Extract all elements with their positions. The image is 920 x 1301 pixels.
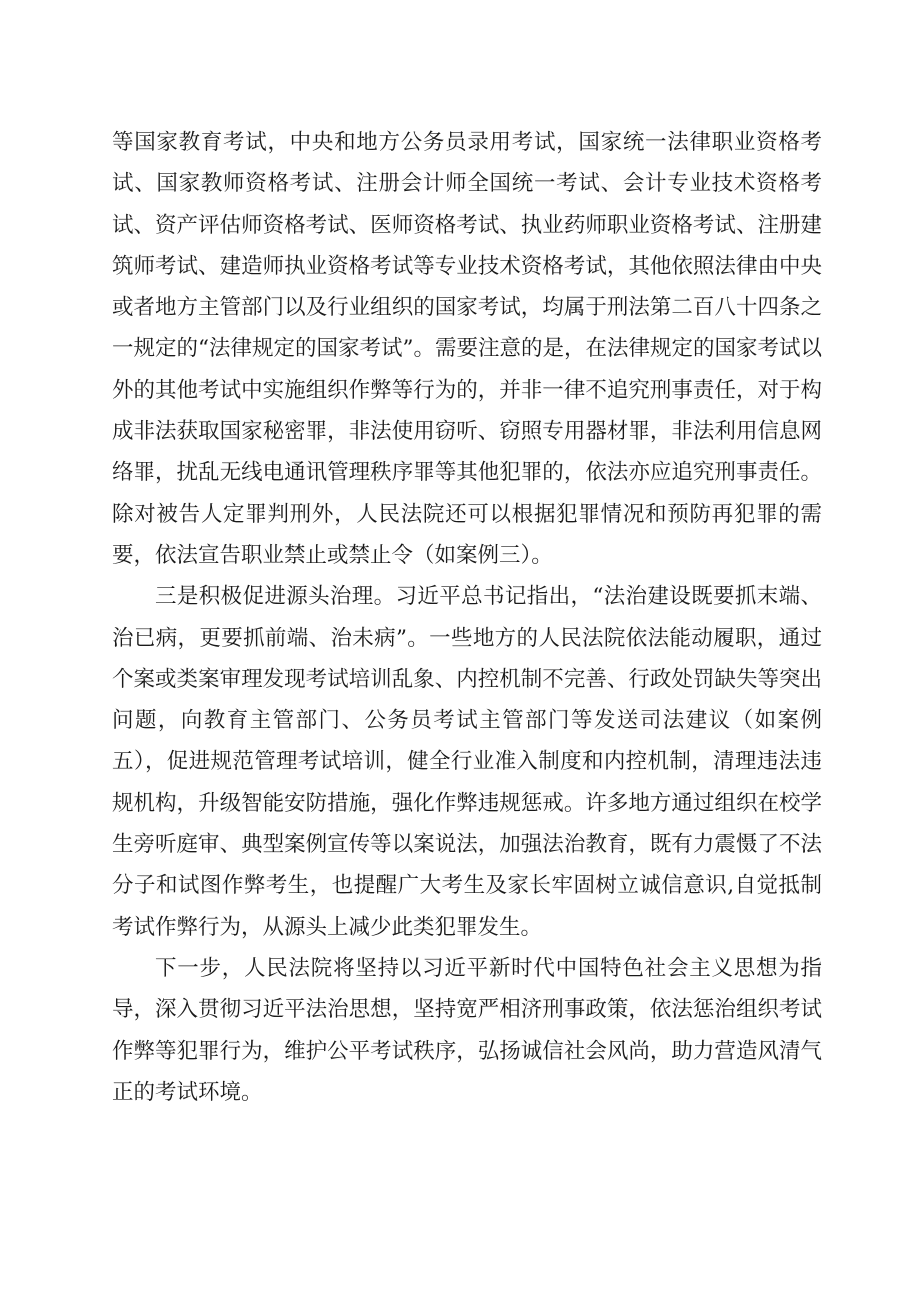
- paragraph-source-governance: 三是积极促进源头治理。习近平总书记指出，“法治建设既要抓末端、治已病，更要抓前端、治未病”。一些地方的人民法院依法能动履职，通过个案或类案审理发现考试培训乱象、内控机制不完善、行政处罚缺失等突出问题，向教育主管部门、公务员考试主管部门等发送司法建议（如案例五），促进规范管理考试培训，健全行业准入制度和内控机制，清理违法违规机构，升级智能安防措施，强化作弊违规惩戒。许多地方通过组织在校学生旁听庭审、典型案例宣传等以案说法，加强法治教育，既有力震慑了不法分子和试图作弊考生，也提醒广大考生及家长牢固树立诚信意识,自觉抵制考试作弊行为，从源头上减少此类犯罪发生。: [112, 584, 822, 940]
- paragraph-next-steps: 下一步，人民法院将坚持以习近平新时代中国特色社会主义思想为指导，深入贯彻习近平法治思想，坚持宽严相济刑事政策，依法惩治组织考试作弊等犯罪行为，维护公平考试秩序，弘扬诚信社会风尚，助力营造风清气正的考试环境。: [112, 955, 822, 1105]
- document-body: [112, 122, 822, 1113]
- paragraph-exam-scope: 等国家教育考试，中央和地方公务员录用考试，国家统一法律职业资格考试、国家教师资格考试、注册会计师全国统一考试、会计专业技术资格考试、资产评估师资格考试、医师资格考试、执业药师职业资格考试、注册建筑师考试、建造师执业资格考试等专业技术资格考试，其他依照法律由中央或者地方主管部门以及行业组织的国家考试，均属于刑法第二百八十四条之一规定的“法律规定的国家考试”。需要注意的是，在法律规定的国家考试以外的其他考试中实施组织作弊等行为的，并非一律不追究刑事责任，对于构成非法获取国家秘密罪，非法使用窃听、窃照专用器材罪，非法利用信息网络罪，扰乱无线电通讯管理秩序罪等其他犯罪的，依法亦应追究刑事责任。除对被告人定罪判刑外，人民法院还可以根据犯罪情况和预防再犯罪的需要，依法宣告职业禁止或禁止令（如案例三）。: [112, 130, 822, 568]
